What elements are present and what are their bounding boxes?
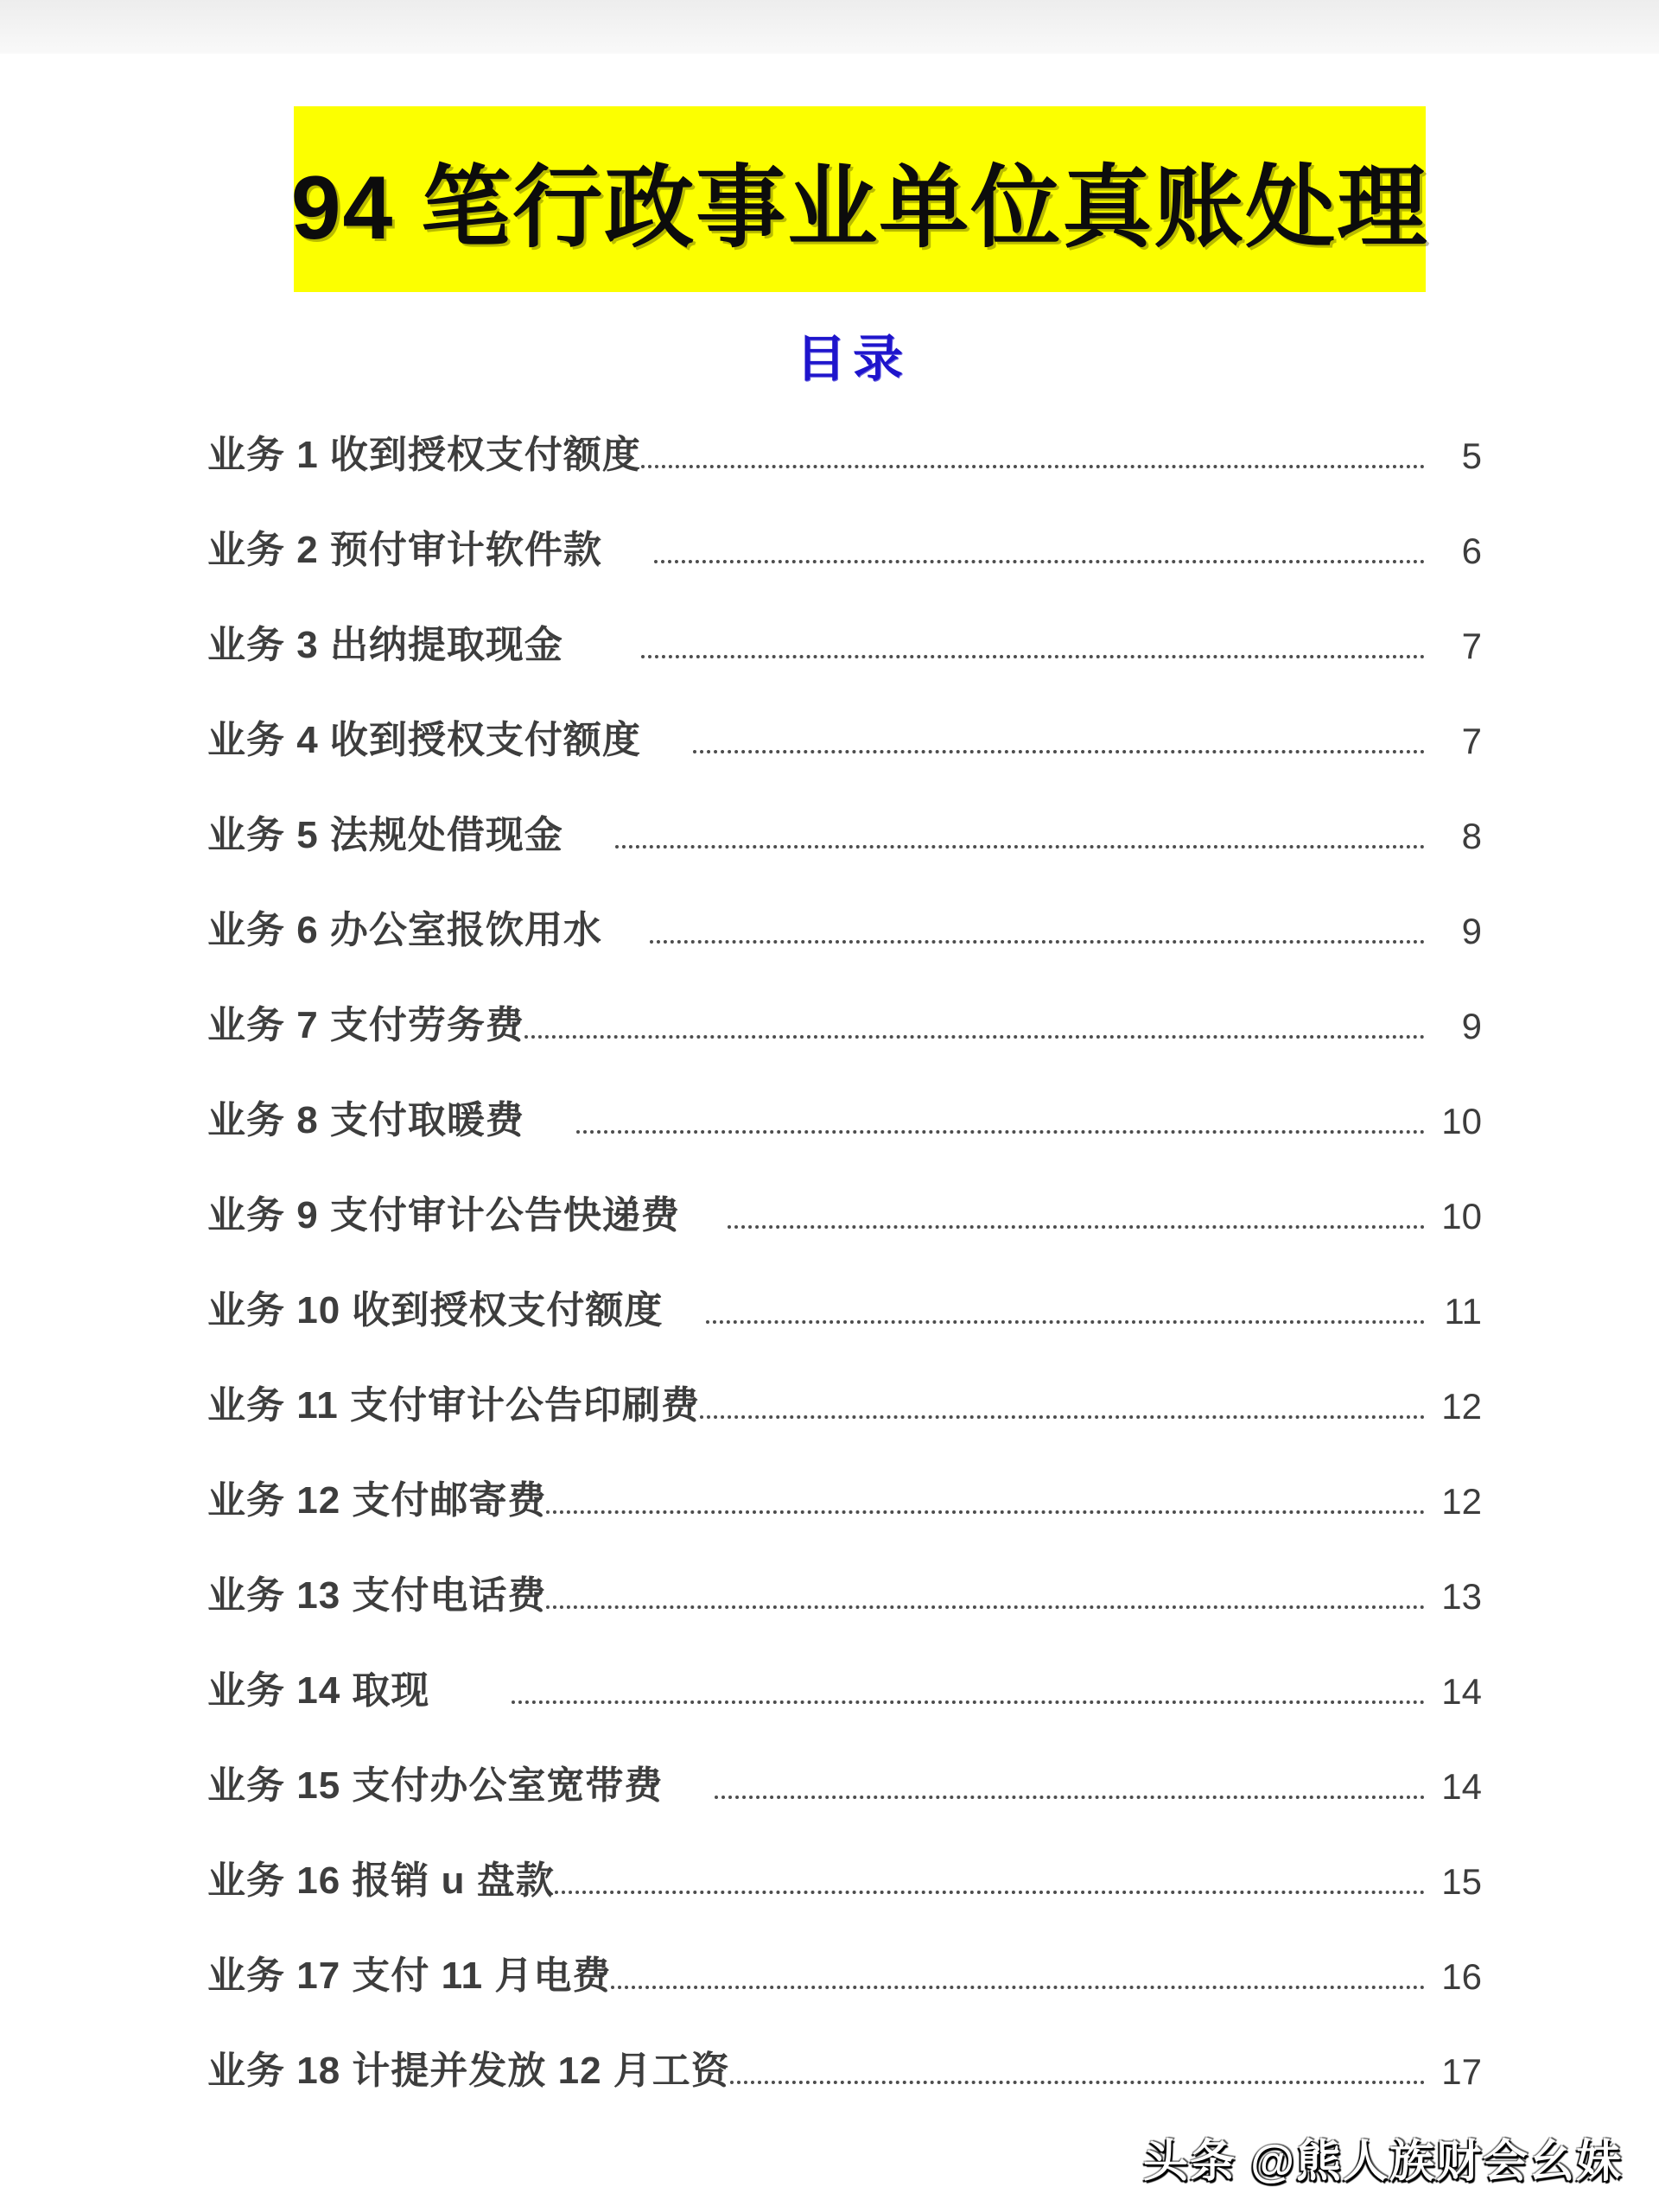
toc-entry-page: 7: [1461, 626, 1482, 666]
toc-entry-page: 13: [1441, 1576, 1482, 1617]
toc-entry-label: 业务 18 计提并发放 12 月工资: [207, 2050, 730, 2092]
toc-entry-page: 8: [1461, 816, 1482, 856]
toc-heading-wrap: [23, 318, 1659, 391]
toc-entry-label: 业务 1 收到授权支付额度: [207, 434, 641, 476]
toc-entry[interactable]: [207, 402, 1482, 497]
toc-entry[interactable]: [207, 1257, 1482, 1352]
toc-entry-page: 10: [1441, 1101, 1482, 1141]
toc-entry-label: 业务 15 支付办公室宽带费: [207, 1764, 664, 1807]
toc-dotted-leader: [576, 1130, 1425, 1134]
toc-entry[interactable]: [207, 1827, 1482, 1923]
toc-dotted-leader: [728, 1225, 1425, 1229]
toc-heading: 目录: [795, 331, 910, 387]
toc-entry-page: 7: [1461, 721, 1482, 761]
toc-dotted-leader: [706, 1320, 1425, 1324]
toc-entry-page: 14: [1441, 1671, 1482, 1712]
toc-dotted-leader: [730, 2081, 1425, 2084]
toc-entry[interactable]: [207, 1923, 1482, 2018]
toc-entry-label: 业务 10 收到授权支付额度: [207, 1289, 664, 1332]
toc-entry-label: 业务 12 支付邮寄费: [207, 1479, 547, 1522]
toc-dotted-leader: [546, 1510, 1425, 1514]
toc-entry[interactable]: [207, 877, 1482, 972]
toc-dotted-leader: [524, 1035, 1425, 1039]
toc-entry-label: 业务 14 取现: [207, 1669, 430, 1712]
toc-entry-page: 6: [1461, 531, 1482, 571]
toc-entry[interactable]: [207, 782, 1482, 877]
toc-entry[interactable]: [207, 687, 1482, 782]
toc-dotted-leader: [715, 1796, 1425, 1799]
toc-dotted-leader: [611, 1986, 1425, 1989]
toc-entry-page: 14: [1441, 1766, 1482, 1807]
toc-dotted-leader: [555, 1891, 1425, 1894]
toc-entry-label: 业务 17 支付 11 月电费: [207, 1955, 612, 1997]
toc-dotted-leader: [512, 1700, 1425, 1704]
toc-list: [0, 402, 1659, 2113]
toc-dotted-leader: [700, 1415, 1425, 1419]
document-title: 94 笔行政事业单位真账处理: [290, 157, 1429, 258]
toc-dotted-leader: [693, 750, 1425, 753]
toc-entry-label: 业务 4 收到授权支付额度: [207, 719, 641, 761]
toc-entry[interactable]: [207, 1542, 1482, 1637]
toc-entry-label: 业务 11 支付审计公告印刷费: [207, 1384, 700, 1427]
toc-dotted-leader: [641, 655, 1425, 658]
toc-entry[interactable]: [207, 1447, 1482, 1542]
toc-entry[interactable]: [207, 1162, 1482, 1257]
toc-entry-label: 业务 13 支付电话费: [207, 1574, 547, 1617]
toc-entry-page: 15: [1441, 1861, 1482, 1902]
title-highlight-box: [290, 106, 1429, 292]
toc-dotted-leader: [615, 845, 1425, 849]
toc-entry-page: 16: [1441, 1956, 1482, 1997]
toc-entry-label: 业务 3 出纳提取现金: [207, 624, 563, 666]
toc-entry-page: 5: [1461, 435, 1482, 476]
toc-entry[interactable]: [207, 1637, 1482, 1732]
toc-entry-label: 业务 2 预付审计软件款: [207, 529, 602, 571]
toc-entry-page: 12: [1441, 1386, 1482, 1427]
toc-entry-page: 9: [1461, 1006, 1482, 1046]
toc-entry[interactable]: [207, 592, 1482, 687]
toc-entry[interactable]: [207, 1732, 1482, 1827]
toc-entry-label: 业务 16 报销 u 盘款: [207, 1859, 555, 1902]
toc-entry-page: 12: [1441, 1481, 1482, 1522]
toc-entry-label: 业务 6 办公室报饮用水: [207, 909, 602, 951]
toc-entry-label: 业务 7 支付劳务费: [207, 1004, 524, 1046]
toc-entry[interactable]: [207, 2018, 1482, 2113]
toc-dotted-leader: [641, 465, 1425, 468]
toc-entry[interactable]: [207, 1352, 1482, 1447]
toc-entry-page: 10: [1441, 1196, 1482, 1236]
toc-entry-label: 业务 9 支付审计公告快递费: [207, 1194, 680, 1236]
watermark-text: 头条 @熊人族财会幺妹: [1142, 2137, 1623, 2187]
toc-dotted-leader: [546, 1605, 1425, 1609]
toc-dotted-leader: [650, 940, 1425, 944]
toc-entry-label: 业务 5 法规处借现金: [207, 814, 563, 856]
toc-entry[interactable]: [207, 1067, 1482, 1162]
toc-entry-page: 9: [1461, 911, 1482, 951]
toc-dotted-leader: [654, 560, 1425, 563]
toc-entry[interactable]: [207, 972, 1482, 1067]
toc-entry-page: 11: [1444, 1291, 1482, 1332]
toc-entry-page: 17: [1441, 2051, 1482, 2092]
toc-entry-label: 业务 8 支付取暖费: [207, 1099, 524, 1141]
toc-entry[interactable]: [207, 497, 1482, 592]
page-top-edge: [0, 0, 1659, 54]
